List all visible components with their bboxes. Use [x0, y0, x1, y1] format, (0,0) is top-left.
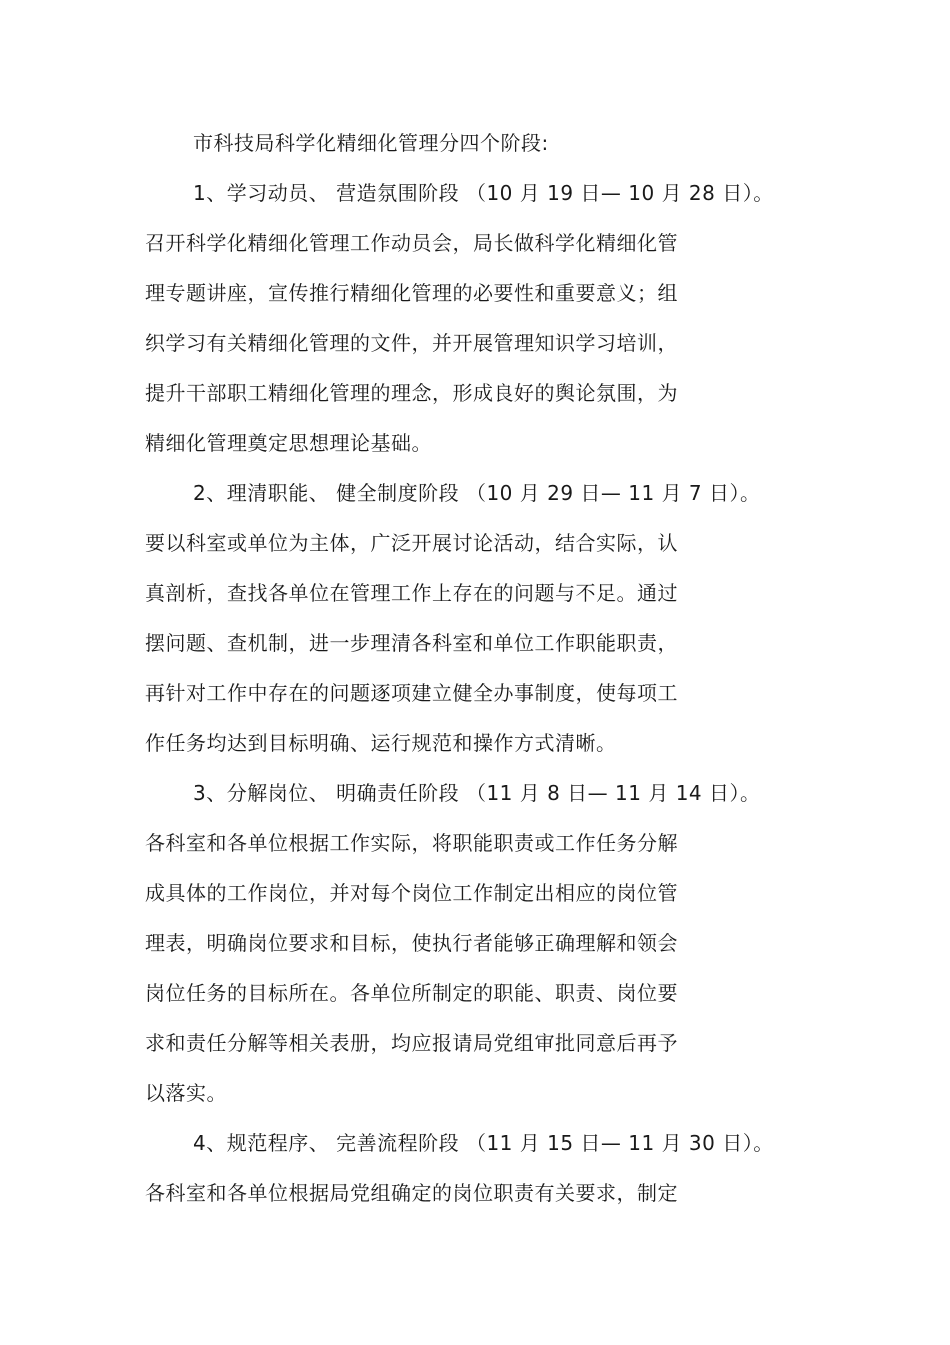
stage-1-text-line: 提升干部职工精细化管理的理念，形成良好的舆论氛围，为	[145, 381, 678, 405]
stage-1-text-line: 理专题讲座，宣传推行精细化管理的必要性和重要意义；组	[145, 281, 678, 305]
stage-2-heading: 2、理清职能、 健全制度阶段 （10 月 29 日— 11 月 7 日）。	[193, 481, 761, 505]
stage-3-heading: 3、分解岗位、 明确责任阶段 （11 月 8 日— 11 月 14 日）。	[193, 781, 761, 805]
stage-3-text-line: 成具体的工作岗位，并对每个岗位工作制定出相应的岗位管	[145, 881, 678, 905]
stage-2-text-line: 作任务均达到目标明确、运行规范和操作方式清晰。	[145, 731, 617, 755]
stage-3-text-line: 岗位任务的目标所在。各单位所制定的职能、职责、岗位要	[145, 981, 678, 1005]
stage-3-text-line: 各科室和各单位根据工作实际，将职能职责或工作任务分解	[145, 831, 678, 855]
stage-1-text-line: 召开科学化精细化管理工作动员会，局长做科学化精细化管	[145, 231, 678, 255]
stage-2-text-line: 要以科室或单位为主体，广泛开展讨论活动，结合实际，认	[145, 531, 678, 555]
intro-line: 市科技局科学化精细化管理分四个阶段:	[193, 131, 549, 155]
stage-2-text-line: 再针对工作中存在的问题逐项建立健全办事制度，使每项工	[145, 681, 678, 705]
stage-3-text-line: 以落实。	[145, 1081, 227, 1105]
stage-4-heading: 4、规范程序、 完善流程阶段 （11 月 15 日— 11 月 30 日）。	[193, 1131, 774, 1155]
stage-1-heading: 1、学习动员、 营造氛围阶段 （10 月 19 日— 10 月 28 日）。	[193, 181, 774, 205]
stage-3-text-line: 理表，明确岗位要求和目标，使执行者能够正确理解和领会	[145, 931, 678, 955]
stage-1-text-line: 精细化管理奠定思想理论基础。	[145, 431, 432, 455]
stage-2-text-line: 真剖析，查找各单位在管理工作上存在的问题与不足。通过	[145, 581, 678, 605]
stage-2-text-line: 摆问题、查机制，进一步理清各科室和单位工作职能职责，	[145, 631, 678, 655]
stage-4-text-line: 各科室和各单位根据局党组确定的岗位职责有关要求，制定	[145, 1181, 678, 1205]
stage-3-text-line: 求和责任分解等相关表册，均应报请局党组审批同意后再予	[145, 1031, 678, 1055]
stage-1-text-line: 织学习有关精细化管理的文件，并开展管理知识学习培训，	[145, 331, 678, 355]
